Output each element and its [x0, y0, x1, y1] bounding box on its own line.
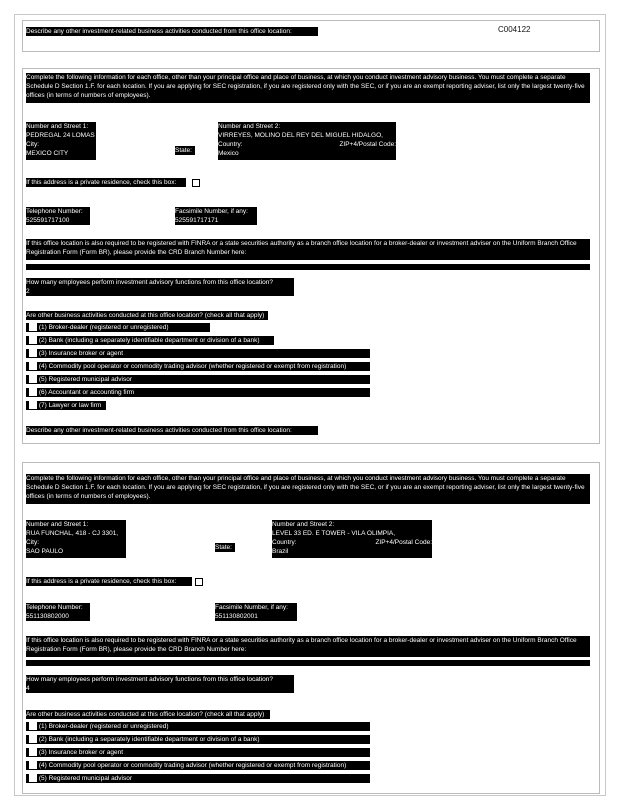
crd-branch-input-2[interactable]	[26, 660, 590, 666]
crd-branch-text: If this office location is also required to be registered with FINRA or a state securities authority as a branch office location for a broker-dealer or investment adviser on the Uniform Branch Office Registration Form (Form BR), please provide the CRD Branch Number here:	[26, 239, 590, 260]
employees-value: 2	[26, 288, 30, 295]
phone-label: Telephone Number:	[26, 604, 83, 611]
crd-branch-input[interactable]	[26, 264, 590, 270]
activity-label: (3) Insurance broker or agent	[38, 749, 123, 756]
activity-2-3[interactable]	[26, 748, 370, 757]
activity-2-5[interactable]	[26, 774, 370, 783]
employees-field	[26, 278, 294, 296]
describe-other-label: Describe any other investment-related business activities conducted from this office location:	[26, 27, 318, 36]
activity-label: (6) Accountant or accounting firm	[38, 389, 135, 396]
phone-field-2	[26, 603, 90, 621]
city-value: SAO PAULO	[26, 548, 64, 555]
state-label: State:	[175, 146, 195, 155]
employees-question: How many employees perform investment advisory functions from this office location?	[26, 676, 273, 683]
employees-field-2	[26, 675, 294, 693]
activity-2-4[interactable]	[26, 761, 370, 770]
activity-label: (4) Commodity pool operator or commodity trading advisor (whether registered or exempt from registration)	[38, 762, 347, 769]
country-label: Country:	[272, 539, 297, 546]
crd-branch-text-2: If this office location is also required to be registered with FINRA or a state securities authority as a branch office location for a broker-dealer or investment adviser on the Uniform Branch Office Registration Form (Form BR), please provide the CRD Branch Number here:	[26, 636, 590, 657]
fax-label: Facsimile Number, if any:	[215, 604, 288, 611]
city-label: City:	[26, 539, 39, 546]
activity-label: (2) Bank (including a separately identifiable department or division of a bank)	[38, 736, 260, 743]
activity-3[interactable]	[26, 349, 370, 358]
fax-value: 525591717171	[175, 217, 219, 224]
country-value: Mexico	[218, 150, 239, 157]
residence-row-2	[26, 577, 192, 586]
phone-field	[26, 207, 90, 225]
street1-field	[26, 122, 96, 160]
street1-value: PEDREGAL 24 LOMAS	[26, 132, 95, 139]
residence-label: If this address is a private residence, check this box:	[26, 179, 177, 186]
country-label: Country:	[218, 141, 243, 148]
street2-field-2	[272, 520, 432, 558]
activity-label: (3) Insurance broker or agent	[38, 350, 123, 357]
city-value: MEXICO CITY	[26, 150, 69, 157]
city-label: City:	[26, 141, 39, 148]
phone-label: Telephone Number:	[26, 208, 83, 215]
activity-1[interactable]	[26, 323, 210, 332]
activity-label: (5) Registered municipal advisor	[38, 775, 133, 782]
street2-field	[218, 122, 396, 160]
residence-label: If this address is a private residence, check this box:	[26, 578, 177, 585]
residence-checkbox[interactable]	[192, 179, 200, 187]
street1-label: Number and Street 1:	[26, 123, 89, 130]
street1-label: Number and Street 1:	[26, 521, 89, 528]
activity-label: (2) Bank (including a separately identifiable department or division of a bank)	[38, 337, 260, 344]
activity-label: (1) Broker-dealer (registered or unregistered)	[38, 324, 169, 331]
fax-field-2	[215, 603, 297, 621]
activity-label: (7) Lawyer or law firm	[38, 402, 102, 409]
street2-value: VIRREYES, MOLINO DEL REY DEL MIGUEL HIDALGO,	[218, 132, 383, 139]
activity-label: (1) Broker-dealer (registered or unregistered)	[38, 723, 169, 730]
zip-label: ZIP+4/Postal Code:	[339, 141, 396, 148]
activity-4[interactable]	[26, 362, 370, 371]
state-label-2: State:	[215, 543, 235, 552]
fax-field	[175, 207, 257, 225]
street1-value: RUA FUNCHAL, 418 - CJ 3301,	[26, 530, 119, 537]
employees-question: How many employees perform investment advisory functions from this office location?	[26, 279, 273, 286]
activity-label: (5) Registered municipal advisor	[38, 376, 133, 383]
fax-value: 551130802001	[215, 613, 258, 620]
activity-2-1[interactable]	[26, 722, 370, 731]
office-section-2	[22, 462, 600, 794]
street1-field-2	[26, 520, 126, 558]
fax-label: Facsimile Number, if any:	[175, 208, 248, 215]
street2-value: LEVEL 33 ED. E TOWER - VILA OLIMPIA,	[272, 530, 396, 537]
activity-2[interactable]	[26, 336, 274, 345]
residence-row	[26, 178, 186, 187]
activity-7[interactable]	[26, 401, 106, 410]
activity-label: (4) Commodity pool operator or commodity trading advisor (whether registered or exempt from registration)	[38, 363, 347, 370]
activities-question: Are other business activities conducted at this office location? (check all that apply)	[26, 311, 268, 320]
employees-value: 4	[26, 685, 30, 692]
activities-question-2: Are other business activities conducted at this office location? (check all that apply)	[26, 710, 270, 719]
activity-6[interactable]	[26, 388, 370, 397]
phone-value: 551130802000	[26, 613, 69, 620]
phone-value: 525591717100	[26, 217, 70, 224]
activity-2-2[interactable]	[26, 735, 370, 744]
section1-intro: Complete the following information for each office, other than your principal office and place of business, at which you conduct investment advisory business. You must complete a separate Schedule D Section 1.F. for each location. If you are applying for SEC registration, if you are registered only with the SEC, or if you are an exempt reporting adviser, list only the largest twenty-five offices (in terms of numbers of employees).	[26, 73, 590, 103]
section2-intro: Complete the following information for each office, other than your principal office and place of business, at which you conduct investment advisory business. You must complete a separate Schedule D Section 1.F. for each location. If you are applying for SEC registration, if you are registered only with the SEC, or if you are an exempt reporting adviser, list only the largest twenty-five offices (in terms of numbers of employees).	[26, 474, 590, 504]
residence-checkbox-2[interactable]	[195, 578, 203, 586]
street2-label: Number and Street 2:	[218, 123, 281, 130]
zip-label: ZIP+4/Postal Code:	[375, 539, 432, 546]
activity-5[interactable]	[26, 375, 370, 384]
form-code: C004122	[498, 25, 531, 34]
street2-label: Number and Street 2:	[272, 521, 335, 528]
country-value: Brazil	[272, 548, 289, 555]
describe-other-label-1: Describe any other investment-related business activities conducted from this office location:	[26, 426, 318, 435]
